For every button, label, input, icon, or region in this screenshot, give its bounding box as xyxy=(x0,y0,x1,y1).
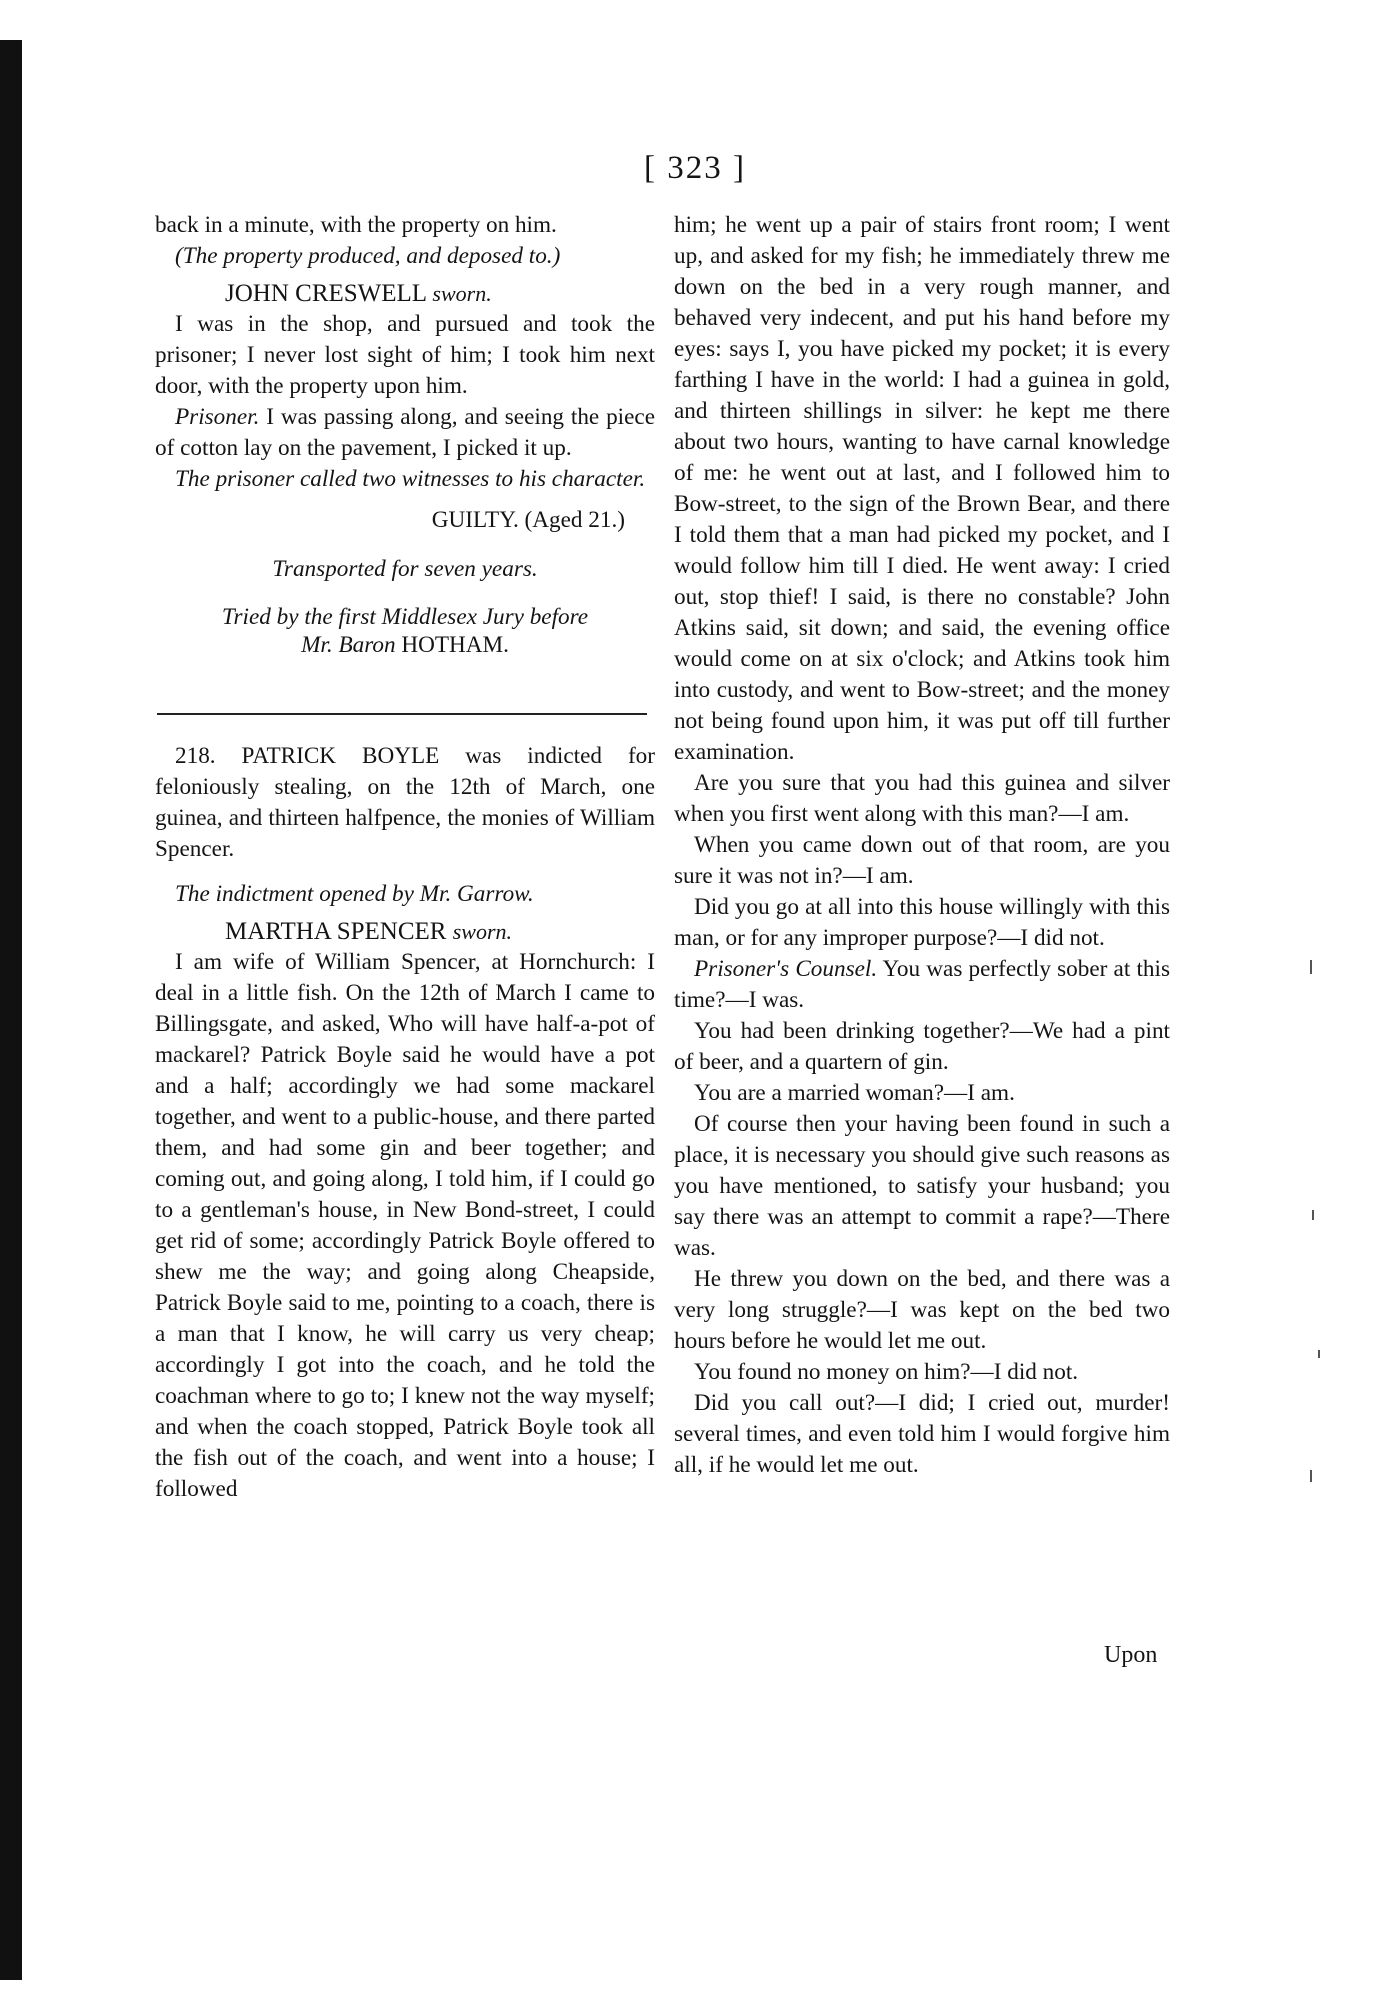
spacer xyxy=(155,865,655,879)
counsel-paragraph xyxy=(674,954,1170,1016)
judge-name: HOTHAM. xyxy=(401,632,509,658)
judge-title: Mr. Baron xyxy=(301,632,396,658)
opening-text: back in a minute, with the property on him. xyxy=(155,212,557,238)
qa-paragraph: Did you call out?—I did; I cried out, murder! several times, and even told him I would forgive him all, if he would let me out. xyxy=(674,1390,1170,1478)
section-divider xyxy=(157,713,647,715)
page-number: [ 323 ] xyxy=(644,150,746,186)
qa-paragraph: Did you go at all into this house willingly with this man, or for any improper purpose?—I did not. xyxy=(674,894,1170,951)
prisoner-label: Prisoner. xyxy=(175,404,260,430)
counsel-label: Prisoner's Counsel. xyxy=(694,956,878,982)
sworn-label: sworn. xyxy=(452,919,513,944)
qa-paragraph: You had been drinking together?—We had a pint of beer, and a quartern of gin. xyxy=(674,1018,1170,1075)
qa-paragraph: Of course then your having been found in such a place, it is necessary you should give such reasons as you have mentioned, to satisfy your husband; you say there was an attempt to commit a rape?—There was. xyxy=(674,1111,1170,1261)
qa-paragraph: When you came down out of that room, are you sure it was not in?—I am. xyxy=(674,832,1170,889)
counsel-question: You was perfectly sober at this time?—I was. xyxy=(674,956,1170,1013)
sentence: Transported for seven years. xyxy=(272,556,538,582)
tried-by xyxy=(155,603,655,659)
creswell-testimony: I was in the shop, and pursued and took the prisoner; I never lost sight of him; I took him next door, with the property upon him. xyxy=(155,311,655,399)
margin-mark xyxy=(1312,1210,1314,1220)
witness-heading-spencer xyxy=(155,916,655,947)
margin-mark xyxy=(1310,1470,1312,1482)
property-note: (The property produced, and deposed to.) xyxy=(175,243,561,269)
right-column xyxy=(674,210,1170,1481)
margin-mark xyxy=(1318,1350,1320,1358)
qa-paragraph: You are a married woman?—I am. xyxy=(694,1080,1015,1106)
verdict: GUILTY. (Aged 21.) xyxy=(431,507,625,533)
qa-paragraph: He threw you down on the bed, and there was a very long struggle?—I was kept on the bed two hours before he would let me out. xyxy=(674,1266,1170,1354)
indictment-note: The indictment opened by Mr. Garrow. xyxy=(175,881,534,907)
prisoner-statement-paragraph xyxy=(155,402,655,464)
qa-paragraph: You found no money on him?—I did not. xyxy=(694,1359,1079,1385)
case-intro: 218. PATRICK BOYLE was indicted for feloniously stealing, on the 12th of March, one guinea, and thirteen halfpence, the monies of William Spencer. xyxy=(155,743,655,862)
continuation-text: him; he went up a pair of stairs front room; I went up, and asked for my fish; he immediately threw me down on the bed in a very rough manner, and behaved very indecent, and put his hand before my eyes: says I, you have picked my pocket; it is every farthing I have in the world: I had a guinea in gold, and thirteen shillings in silver: he kept me there about two hours, wanting to have carnal knowledge of me: he went out at last, and I followed him to Bow-street, to the sign of the Brown Bear, and there I told them that a man had picked my pocket, and I would follow him till I died. He went away: I cried out, stop thief! I said, is there no constable? John Atkins said, sit down; and said, the evening office would come on at six o'clock; and Atkins took him into custody, and went to Bow-street; and the money not being found upon him, it was put off till further examination. xyxy=(674,212,1170,765)
sworn-label: sworn. xyxy=(432,281,492,306)
prisoner-statement: I was passing along, and seeing the piece of cotton lay on the pavement, I picked it up. xyxy=(155,404,655,461)
witness-heading-creswell xyxy=(155,278,655,309)
tried-by-text: Tried by the first Middlesex Jury before xyxy=(221,604,589,630)
binding-edge xyxy=(0,40,22,1980)
spencer-testimony: I am wife of William Spencer, at Hornchurch: I deal in a little fish. On the 12th of March I came to Billingsgate, and asked, Who will have half-a-pot of mackarel? Patrick Boyle said he would have a pot and a half; accordingly we had some mackarel together, and went to a public-house, and there parted them, and had some gin and beer together; and coming out, and going along, I told him, if I could go to a gentleman's house, in New Bond-street, I could get rid of some; accordingly Patrick Boyle offered to shew me the way; and going along Cheapside, Patrick Boyle said to me, pointing to a coach, there is a man that I know, he will carry us very cheap; accordingly I got into the coach, and he told the coachman where to go to; I knew not the way myself; and when the coach stopped, Patrick Boyle took all the fish out of the coach, and went into a house; I followed xyxy=(155,949,655,1502)
margin-mark xyxy=(1310,960,1312,974)
left-column xyxy=(155,210,655,1505)
witness-name: JOHN CRESWELL xyxy=(225,280,427,307)
qa-paragraph: Are you sure that you had this guinea and silver when you first went along with this man?—I am. xyxy=(674,770,1170,827)
catchword: Upon xyxy=(1104,1642,1158,1668)
witness-name: MARTHA SPENCER xyxy=(225,918,447,945)
character-note: The prisoner called two witnesses to his character. xyxy=(175,466,646,492)
